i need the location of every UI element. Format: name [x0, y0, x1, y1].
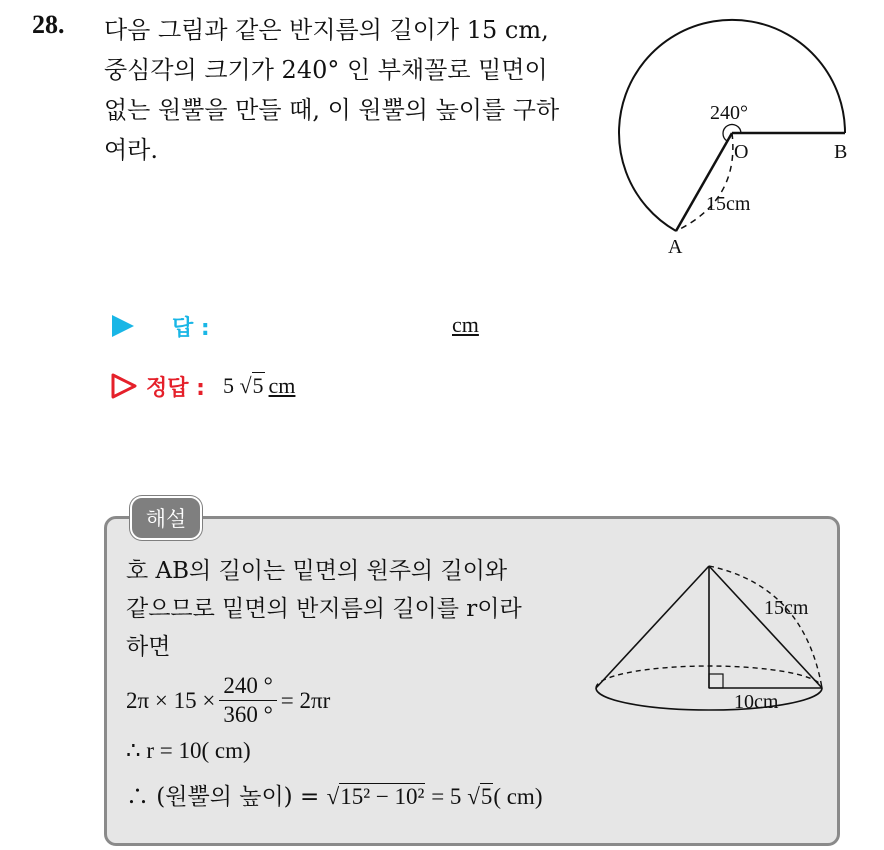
- cone-figure: [592, 556, 832, 716]
- explanation-line: 같으므로 밑면의 반지름의 길이를 r이라: [126, 596, 522, 622]
- cone-side-left: [596, 566, 709, 688]
- answer-label: 답 :: [172, 315, 210, 341]
- answer-input[interactable]: [452, 312, 479, 338]
- answer-row: [110, 308, 479, 344]
- radius-oa: [676, 133, 732, 231]
- right-angle-mark: [709, 674, 723, 688]
- play-icon: [110, 313, 136, 339]
- point-b-label: B: [834, 141, 848, 163]
- explanation-line: 하면: [126, 634, 171, 660]
- question-text: [104, 10, 594, 170]
- question-line: 다음 그림과 같은 반지름의 길이가 15 cm,: [104, 16, 549, 44]
- angle-fraction: $\frac{240 ^\circ}{360 ^\circ}$: [219, 672, 276, 729]
- point-a-label: A: [668, 236, 683, 258]
- correct-answer-row: [110, 368, 295, 404]
- radius-label: 15cm: [706, 193, 751, 215]
- explanation-formula: 2π × 15 × $\frac{240 ^\circ}{360 ^\circ}$ = 2πr: [126, 673, 331, 727]
- question-line: 중심각의 크기가 240° 인 부채꼴로 밑면이: [104, 56, 548, 84]
- answer-unit: cm: [452, 312, 479, 337]
- explanation-text: [126, 552, 596, 666]
- radius-result: ∴ r = 10( cm): [126, 738, 251, 763]
- explanation-tag: 해설: [130, 496, 202, 540]
- play-outline-icon: [110, 372, 138, 400]
- slant-label: 15cm: [764, 597, 809, 619]
- cone-base-front: [596, 688, 822, 710]
- height-result: ∴ (원뿔의 높이) = √15² − 10² = 5 √5( cm): [126, 784, 543, 810]
- angle-label: 240°: [710, 102, 748, 124]
- question-line: 여라.: [104, 136, 158, 164]
- sector-figure: [610, 10, 870, 265]
- explanation-line: 호 AB의 길이는 밑면의 원주의 길이와: [126, 558, 508, 584]
- base-radius-label: 10cm: [734, 691, 779, 713]
- cone-side-right: [709, 566, 822, 688]
- correct-answer-value: 5 √5 cm: [222, 373, 296, 398]
- question-line: 없는 원뿔을 만들 때, 이 원뿔의 높이를 구하: [104, 96, 560, 124]
- center-label: O: [734, 141, 749, 163]
- correct-answer-label: 정답 :: [146, 375, 205, 401]
- question-number: 28.: [32, 10, 65, 39]
